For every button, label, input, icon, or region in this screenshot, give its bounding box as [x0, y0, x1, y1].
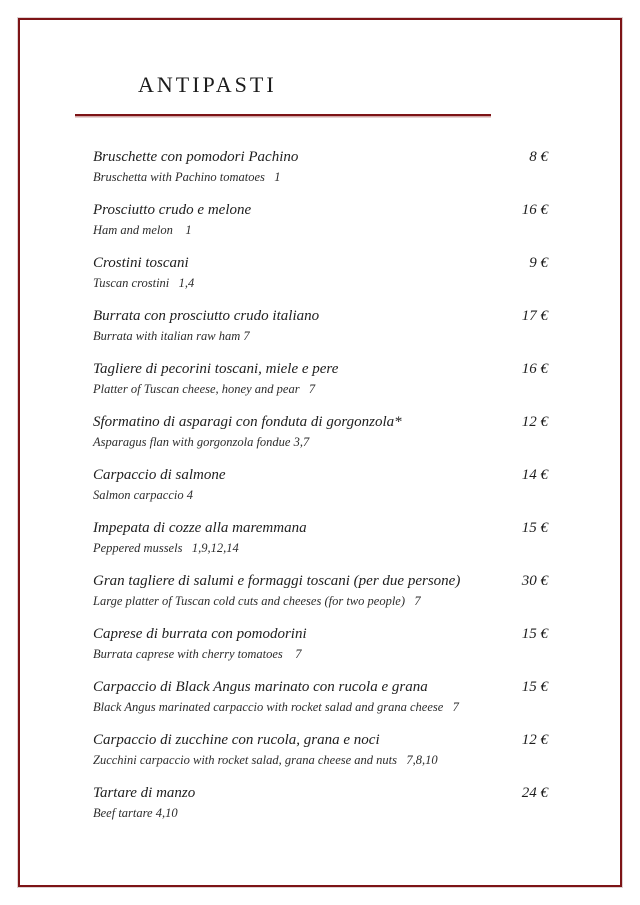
dish-name: Tartare di manzo	[93, 785, 196, 801]
dish-price: 15 €	[521, 679, 548, 695]
menu-item-row	[93, 519, 548, 538]
menu-item-row	[93, 731, 548, 750]
menu-item	[93, 254, 548, 291]
dish-description: Burrata caprese with cherry tomatoes 7	[93, 647, 302, 661]
dish-price: 16 €	[521, 202, 548, 218]
title-divider-rule	[75, 114, 491, 116]
dish-name: Tagliere di pecorini toscani, miele e pere	[93, 361, 339, 377]
menu-item	[93, 201, 548, 238]
menu-item-row	[93, 466, 548, 485]
menu-item	[93, 572, 548, 609]
dish-price: 16 €	[521, 361, 548, 377]
dish-description: Bruschetta with Pachino tomatoes 1	[93, 170, 281, 184]
dish-name: Caprese di burrata con pomodorini	[93, 626, 307, 642]
menu-item-row	[93, 784, 548, 803]
dish-price: 15 €	[521, 520, 548, 536]
dish-price: 15 €	[521, 626, 548, 642]
menu-item	[93, 625, 548, 662]
dish-name: Burrata con prosciutto crudo italiano	[93, 308, 320, 324]
menu-item-row	[93, 625, 548, 644]
dish-description: Platter of Tuscan cheese, honey and pear 7	[93, 382, 316, 396]
dish-price: 14 €	[521, 467, 548, 483]
dish-name: Carpaccio di salmone	[93, 467, 226, 483]
menu-item-row	[93, 307, 548, 326]
menu-item	[93, 360, 548, 397]
dish-name: Carpaccio di zucchine con rucola, grana e noci	[93, 732, 380, 748]
dish-price: 12 €	[521, 414, 548, 430]
menu-item	[93, 148, 548, 185]
section-title: ANTIPASTI	[138, 72, 277, 97]
menu-item	[93, 678, 548, 715]
menu-list	[93, 148, 548, 837]
menu-item	[93, 413, 548, 450]
dish-description: Zucchini carpaccio with rocket salad, grana cheese and nuts 7,8,10	[93, 753, 438, 767]
menu-item-row	[93, 360, 548, 379]
dish-name: Carpaccio di Black Angus marinato con rucola e grana	[93, 679, 428, 695]
dish-description: Asparagus flan with gorgonzola fondue 3,7	[93, 435, 310, 449]
dish-description: Beef tartare 4,10	[93, 806, 178, 820]
dish-name: Sformatino di asparagi con fonduta di gorgonzola*	[93, 414, 402, 430]
menu-item-row	[93, 254, 548, 273]
menu-item	[93, 519, 548, 556]
dish-price: 30 €	[521, 573, 548, 589]
dish-description: Peppered mussels 1,9,12,14	[93, 541, 239, 555]
menu-item-row	[93, 148, 548, 167]
menu-item-row	[93, 678, 548, 697]
dish-name: Prosciutto crudo e melone	[93, 202, 252, 218]
menu-item	[93, 731, 548, 768]
menu-item-row	[93, 201, 548, 220]
menu-item	[93, 466, 548, 503]
dish-price: 24 €	[521, 785, 548, 801]
menu-item-row	[93, 572, 548, 591]
menu-item-row	[93, 413, 548, 432]
menu-item	[93, 307, 548, 344]
dish-description: Salmon carpaccio 4	[93, 488, 193, 502]
menu-item	[93, 784, 548, 821]
dish-price: 8 €	[529, 149, 548, 165]
dish-description: Burrata with italian raw ham 7	[93, 329, 250, 343]
dish-price: 17 €	[521, 308, 548, 324]
dish-name: Impepata di cozze alla maremmana	[93, 520, 307, 536]
dish-name: Gran tagliere di salumi e formaggi toscani (per due persone)	[93, 573, 461, 589]
dish-price: 12 €	[521, 732, 548, 748]
dish-description: Tuscan crostini 1,4	[93, 276, 195, 290]
dish-name: Bruschette con pomodori Pachino	[93, 149, 299, 165]
dish-description: Black Angus marinated carpaccio with rocket salad and grana cheese 7	[93, 700, 459, 714]
dish-name: Crostini toscani	[93, 255, 189, 271]
dish-description: Large platter of Tuscan cold cuts and cheeses (for two people) 7	[93, 594, 421, 608]
dish-description: Ham and melon 1	[93, 223, 192, 237]
dish-price: 9 €	[529, 255, 548, 271]
